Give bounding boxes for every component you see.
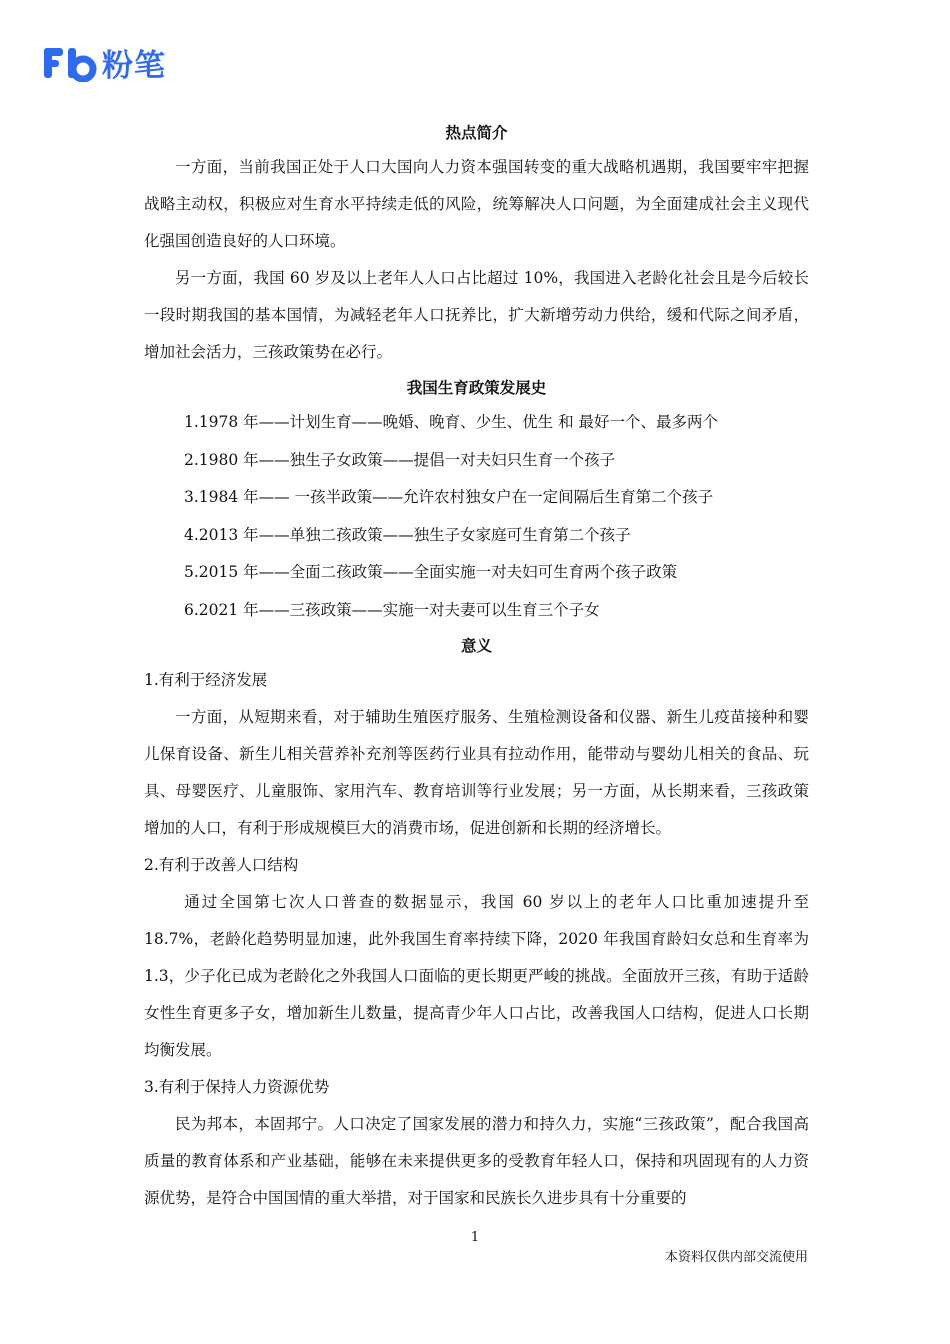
- intro-paragraph-2: 另一方面，我国 60 岁及以上老年人人口占比超过 10%，我国进入老龄化社会且是今后较长一段时期我国的基本国情，为减轻老年人口抚养比，扩大新增劳动力供给，缓和代际之间矛盾，增加社会活力，三孩政策势在必行。: [144, 269, 809, 361]
- history-item: 4.2013 年——单独二孩政策——独生子女家庭可生育第二个孩子: [184, 525, 631, 544]
- footer-note: 本资料仅供内部交流使用: [664, 1250, 808, 1265]
- page-number: 1: [470, 1230, 480, 1245]
- meaning-3-text: 民为邦本，本固邦宁。人口决定了国家发展的潜力和持久力，实施“三孩政策”，配合我国高质量的教育体系和产业基础，能够在未来提供更多的受教育年轻人口，保持和巩固现有的人力资源优势，是符合中国国情的重大举措，对于国家和民族长久进步具有十分重要的: [144, 1115, 809, 1207]
- meaning-1-text: 一方面，从短期来看，对于辅助生殖医疗服务、生殖检测设备和仪器、新生儿疫苗接种和婴儿保育设备、新生儿相关营养补充剂等医药行业具有拉动作用，能带动与婴幼儿相关的食品、玩具、母婴医疗、儿童服饰、家用汽车、教育培训等行业发展；另一方面，从长期来看，三孩政策增加的人口，有利于形成规模巨大的消费市场，促进创新和长期的经济增长。: [144, 708, 809, 837]
- history-item: 3.1984 年—— 一孩半政策——允许农村独女户在一定间隔后生育第二个孩子: [184, 488, 714, 506]
- intro-paragraph-1: 一方面，当前我国正处于人口大国向人力资本强国转变的重大战略机遇期，我国要牢牢把握战略主动权，积极应对生育水平持续走低的风险，统筹解决人口问题，为全面建成社会主义现代化强国创造良好的人口环境。: [144, 158, 809, 250]
- meaning-1-title: 1.有利于经济发展: [144, 671, 268, 689]
- brand-name: 粉笔: [102, 48, 166, 84]
- history-item: 1.1978 年——计划生育——晚婚、晚育、少生、优生 和 最好一个、最多两个: [184, 413, 719, 431]
- meaning-title: 意义: [460, 636, 492, 655]
- history-list: [144, 404, 809, 629]
- fb-logo-icon: [42, 44, 98, 82]
- history-item: 2.1980 年——独生子女政策——提倡一对夫妇只生育一个孩子: [184, 450, 616, 469]
- history-item: 5.2015 年——全面二孩政策——全面实施一对夫妇可生育两个孩子政策: [184, 563, 678, 581]
- history-title: 我国生育政策发展史: [406, 378, 547, 397]
- brand-logo: [42, 40, 166, 85]
- history-item: 6.2021 年——三孩政策——实施一对夫妻可以生育三个子女: [184, 600, 600, 619]
- intro-title: 热点简介: [445, 123, 508, 142]
- meaning-3-title: 3.有利于保持人力资源优势: [144, 1078, 330, 1096]
- document-body: [144, 116, 809, 1217]
- meaning-2-title: 2.有利于改善人口结构: [144, 856, 299, 874]
- meaning-2-text: 通过全国第七次人口普查的数据显示，我国 60 岁以上的老年人口比重加速提升至 18.7%，老龄化趋势明显加速，此外我国生育率持续下降，2020 年我国育龄妇女总和生育率为 1.3，少子化已成为老龄化之外我国人口面临的更长期更严峻的挑战。全面放开三孩，有助于适龄女性生育更多子女，增加新生儿数量，提高青少年人口占比，改善我国人口结构，促进人口长期均衡发展。: [144, 893, 809, 1059]
